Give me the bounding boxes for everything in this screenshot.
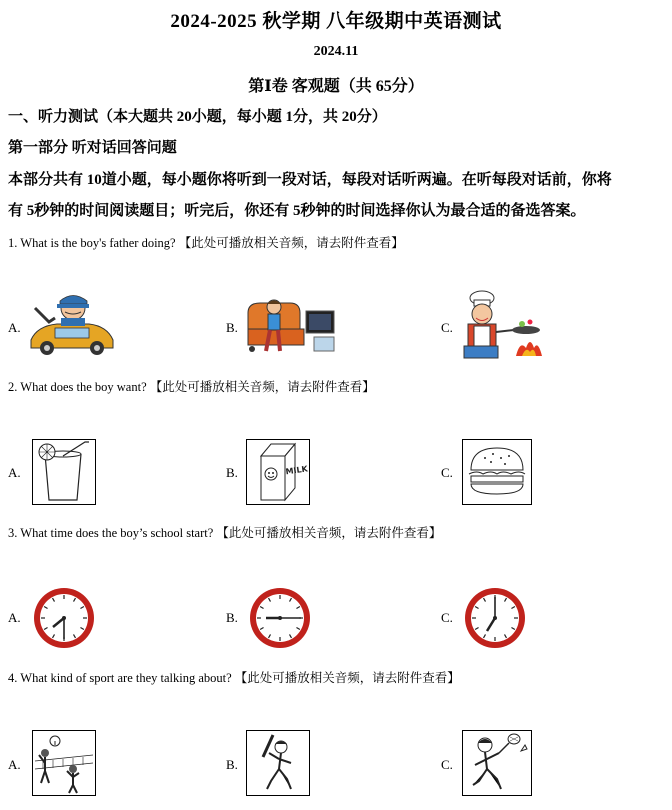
question-1 [8, 233, 404, 251]
audio-note: 【此处可播放相关音频，请去附件查看】 [178, 236, 404, 250]
q4-option-c-label[interactable]: C. [441, 757, 453, 772]
clock-a-image[interactable] [31, 585, 97, 651]
question-4-text: 4. What kind of sport are they talking about? [8, 671, 232, 685]
question-1-text: 1. What is the boy's father doing? [8, 236, 176, 250]
clock-b-image[interactable] [247, 585, 313, 651]
audio-note: 【此处可播放相关音频，请去附件查看】 [149, 380, 375, 394]
q2-option-c-label[interactable]: C. [441, 465, 453, 480]
audio-note: 【此处可播放相关音频，请去附件查看】 [234, 671, 460, 685]
instructions-line2: 有 5秒钟的时间阅读题目；听完后，你还有 5秒钟的时间选择你认为最合适的备选答案。 [8, 203, 586, 219]
q1-option-a-label[interactable]: A. [8, 320, 21, 335]
section-heading: 一、听力测试（本大题共 20小题，每小题 1分，共 20分） [8, 109, 387, 125]
chef-cooking-image[interactable] [462, 290, 554, 360]
exam-title: 2024-2025 秋学期 八年级期中英语测试 [170, 11, 502, 32]
badminton-image[interactable] [462, 730, 532, 796]
clock-c-image[interactable] [462, 585, 528, 651]
question-4 [8, 668, 460, 686]
question-3 [8, 523, 441, 541]
question-3-text: 3. What time does the boy’s school start? [8, 526, 214, 540]
baseball-image[interactable] [246, 730, 310, 796]
q4-option-b-label[interactable]: B. [226, 757, 238, 772]
question-2-text: 2. What does the boy want? [8, 380, 147, 394]
q3-option-a-label[interactable]: A. [8, 610, 21, 625]
milk-image[interactable] [246, 439, 310, 505]
exam-date: 2024.11 [313, 44, 359, 59]
volume-title: 第Ⅰ卷 客观题（共 65分） [248, 78, 424, 95]
q3-option-c-label[interactable]: C. [441, 610, 453, 625]
part1-title: 第一部分 听对话回答问题 [8, 140, 177, 156]
q2-option-b-label[interactable]: B. [226, 465, 238, 480]
q2-option-a-label[interactable]: A. [8, 465, 21, 480]
q1-option-c-label[interactable]: C. [441, 320, 453, 335]
juice-image[interactable] [32, 439, 96, 505]
q3-option-b-label[interactable]: B. [226, 610, 238, 625]
q4-option-a-label[interactable]: A. [8, 757, 21, 772]
q1-option-b-label[interactable]: B. [226, 320, 238, 335]
hamburger-image[interactable] [462, 439, 532, 505]
question-2 [8, 377, 375, 395]
audio-note: 【此处可播放相关音频，请去附件查看】 [216, 526, 442, 540]
volleyball-image[interactable] [32, 730, 96, 796]
taxi-driver-image[interactable] [27, 288, 117, 358]
boy-watching-tv-image[interactable] [244, 293, 338, 359]
instructions-line1: 本部分共有 10道小题，每小题你将听到一段对话，每段对话听两遍。在听每段对话前，你将 [8, 172, 612, 188]
milk-label: MILK [285, 464, 309, 477]
